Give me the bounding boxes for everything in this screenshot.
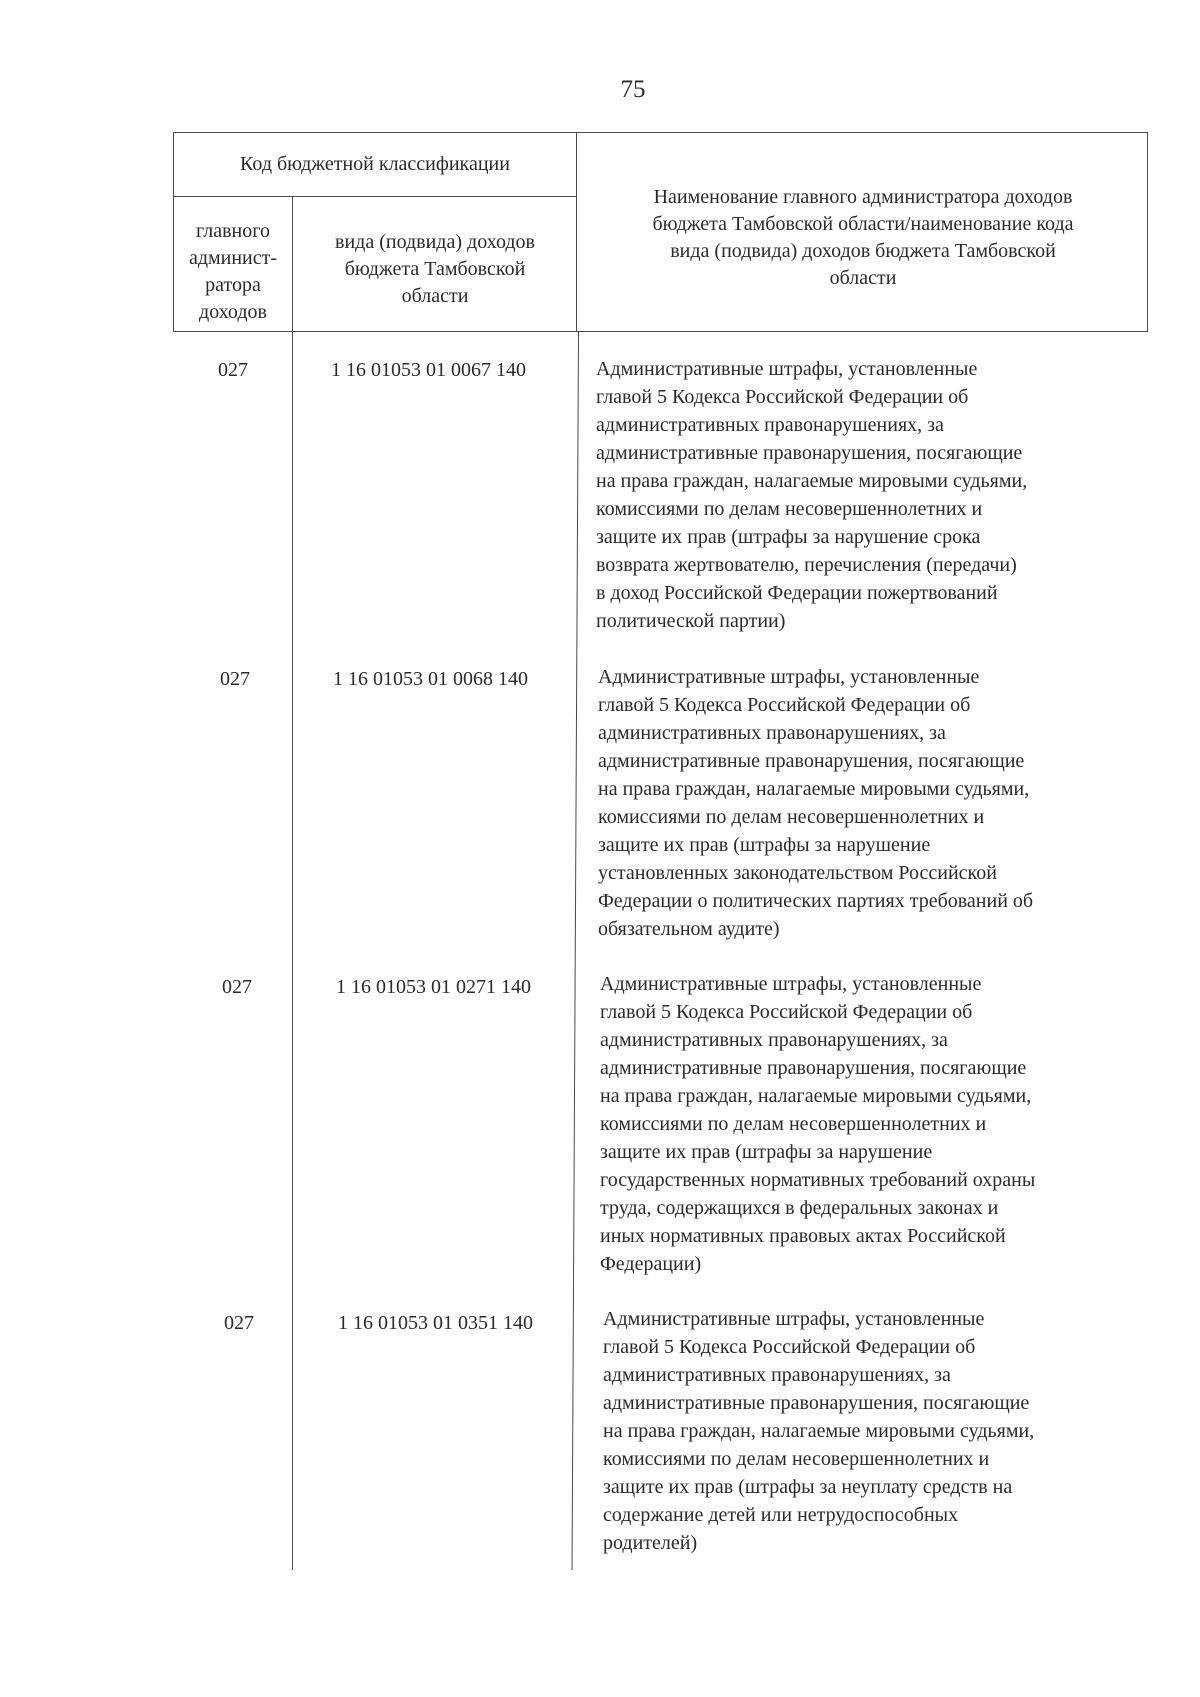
body-divider-1 (292, 332, 293, 1570)
header-divider-vertical (576, 133, 577, 331)
row-name: Административные штрафы, установленные главой 5 Кодекса Российской Федерации об административных правонарушениях, за административные правонарушения, посягающие на права граждан, налагаемые мировыми судьями, комиссиями по делам несовершеннолетних и защите их прав (штрафы за нарушение государственных нормативных требований охраны труда, содержащихся в федеральных законах и иных нормативных правовых актах Российской Федерации) (600, 973, 1036, 1275)
page-number: 75 (620, 76, 646, 103)
row-name: Административные штрафы, установленные главой 5 Кодекса Российской Федерации об административных правонарушениях, за административные правонарушения, посягающие на права граждан, налагаемые мировыми судьями, комиссиями по делам несовершеннолетних и защите их прав (штрафы за неуплату средств на содержание детей или нетрудоспособных родителей) (603, 1308, 1035, 1554)
row-admin-code: 027 (218, 359, 248, 381)
row-admin-code: 027 (222, 976, 252, 998)
row-income-code: 1 16 01053 01 0351 140 (338, 1312, 533, 1334)
header-col-admin: главного админист- ратора доходов (188, 220, 278, 323)
table-header (173, 132, 1148, 332)
header-col-code: вида (подвида) доходов бюджета Тамбовской области (335, 231, 535, 307)
header-col-name: Наименование главного администратора доходов бюджета Тамбовской области/наименование кода вида (подвида) доходов бюджета Тамбовской области (652, 186, 1074, 289)
row-admin-code: 027 (224, 1312, 254, 1334)
header-group-title: Код бюджетной классификации (240, 153, 510, 175)
row-income-code: 1 16 01053 01 0271 140 (336, 976, 531, 998)
row-name: Административные штрафы, установленные главой 5 Кодекса Российской Федерации об административных правонарушениях, за административные правонарушения, посягающие на права граждан, налагаемые мировыми судьями, комиссиями по делам несовершеннолетних и защите их прав (штрафы за нарушение установленных законодательством Российской Федерации о политических партиях требований об обязательном аудите) (598, 666, 1034, 940)
body-divider-2 (572, 332, 579, 1570)
row-name: Административные штрафы, установленные главой 5 Кодекса Российской Федерации об административных правонарушениях, за административные правонарушения, посягающие на права граждан, налагаемые мировыми судьями, комиссиями по делам несовершеннолетних и защите их прав (штрафы за нарушение срока возврата жертвователю, перечисления (передачи) в доход Российской Федерации пожертвований политической партии) (596, 358, 1028, 632)
header-divider-horizontal (174, 196, 577, 197)
row-income-code: 1 16 01053 01 0068 140 (333, 668, 528, 690)
row-admin-code: 027 (220, 668, 250, 690)
header-divider-sub (292, 196, 293, 331)
row-income-code: 1 16 01053 01 0067 140 (331, 359, 526, 381)
